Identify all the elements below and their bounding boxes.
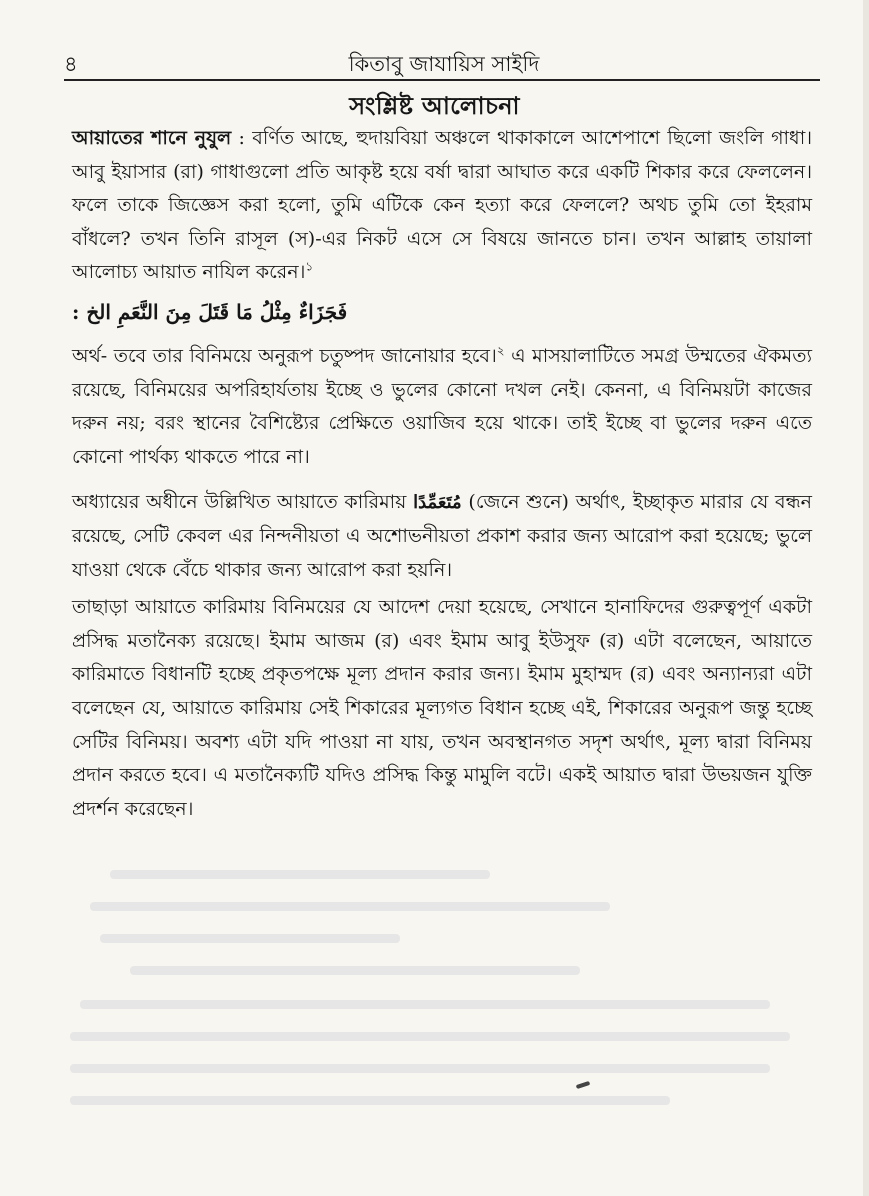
bleed-line (100, 934, 400, 943)
paragraph-text-continued: (জেনে শুনে) অর্থাৎ, ইচ্ছাকৃত মারার যে বন্ধন রয়েছে, সেটি কেবল এর নিন্দনীয়তা এ অশোভনীয়তা প্রকাশ করার জন্য আরোপ করা হয়েছে; ভুলে যাওয়া থেকে বেঁচে থাকার জন্য আরোপ করা হয়নি। (72, 491, 812, 581)
bleed-through-text (70, 860, 830, 1160)
paragraph-text: : বর্ণিত আছে, হুদায়বিয়া অঞ্চলে থাকাকালে আশেপাশে ছিলো জংলি গাধা। আবু ইয়াসার (রা) গাধাগুলো প্রতি আকৃষ্ট হয়ে বর্ষা দ্বারা আঘাত করে একটি শিকার করে ফেললেন। ফলে তাকে জিজ্ঞেস করা হলো, তুমি এটিকে কেন হত্যা করে ফেললে? অথচ তুমি তো ইহরাম বাঁধলে? তখন তিনি রাসূল (স)-এর নিকট এসে সে বিষয়ে জানতে চান। তখন আল্লাহ তায়ালা আলোচ্য আয়াত নাযিল করেন। (72, 127, 813, 284)
bleed-line (130, 966, 580, 975)
paragraph-text: অধ্যায়ের অধীনে উল্লিখিত আয়াতে কারিমায় (72, 491, 414, 514)
header-rule (64, 79, 820, 81)
bleed-line (70, 1032, 790, 1041)
paragraph-revelation-context (72, 122, 812, 290)
paragraph-text: অর্থ- তবে তার বিনিময়ে অনুরূপ চতুষ্পদ জানোয়ার হবে। (72, 344, 497, 367)
arabic-inline-word: مُتَعَمِّدًا (413, 492, 462, 514)
page-edge-shadow (863, 0, 869, 1196)
arabic-verse-quote: فَجَزَاءٌ مِثْلُ مَا قَتَلَ مِنَ النَّعَمِ الخ : (72, 299, 348, 324)
paragraph-disagreement (72, 591, 812, 826)
section-heading: সংশ্লিষ্ট আলোচনা (349, 91, 520, 120)
bleed-line (110, 870, 490, 879)
paragraph-intention (72, 486, 812, 587)
paragraph-meaning (72, 340, 812, 474)
page-number: ৪ (64, 52, 78, 76)
bleed-line (70, 1064, 770, 1073)
bleed-line (80, 1000, 770, 1009)
footnote-marker: ১ (305, 260, 314, 275)
paragraph-text-continued: এ মাসয়ালাটিতে সমগ্র উম্মতের ঐকমত্য রয়েছে, বিনিময়ের অপরিহার্যতায় ইচ্ছে ও ভুলের কোনো দখল নেই। কেননা, এ বিনিময়টা কাজের দরুন নয়; বরং স্থানের বৈশিষ্ট্যের প্রেক্ষিতে ওয়াজিব হয়ে থাকে। তাই ইচ্ছে বা ভুলের দরুন এতে কোনো পার্থক্য থাকতে পারে না। (72, 344, 812, 468)
running-title: কিতাবু জাযায়িস সাইদি (348, 52, 540, 76)
paragraph-lead: আয়াতের শানে নুযুল (72, 127, 232, 149)
body-text (72, 122, 812, 826)
footnote-marker: ২ (496, 343, 505, 358)
bleed-line (70, 1096, 670, 1105)
bleed-line (90, 902, 610, 911)
page-header (64, 44, 824, 78)
paragraph-text: তাছাড়া আয়াতে কারিমায় বিনিময়ের যে আদেশ দেয়া হয়েছে, সেখানে হানাফিদের গুরুত্বপূর্ণ একটা প্রসিদ্ধ মতানৈক্য রয়েছে। ইমাম আজম (র) এবং ইমাম আবু ইউসুফ (র) এটা বলেছেন, আয়াতে কারিমাতে বিধানটি হচ্ছে প্রকৃতপক্ষে মূল্য প্রদান করার জন্য। ইমাম মুহাম্মদ (র) এবং অন্যান্যরা এটা বলেছেন যে, আয়াতে কারিমায় সেই শিকারের মূল্যগত বিধান হচ্ছে এই, শিকারের অনুরূপ জন্তু হচ্ছে সেটির বিনিময়। অবশ্য এটা যদি পাওয়া না যায়, তখন অবস্থানগত সদৃশ অর্থাৎ, মূল্য দ্বারা বিনিময় প্রদান করতে হবে। এ মতানৈক্যটি যদিও প্রসিদ্ধ কিন্তু মামুলি বটে। একই আয়াত দ্বারা উভয়জন যুক্তি প্রদর্শন করেছেন। (72, 596, 812, 820)
